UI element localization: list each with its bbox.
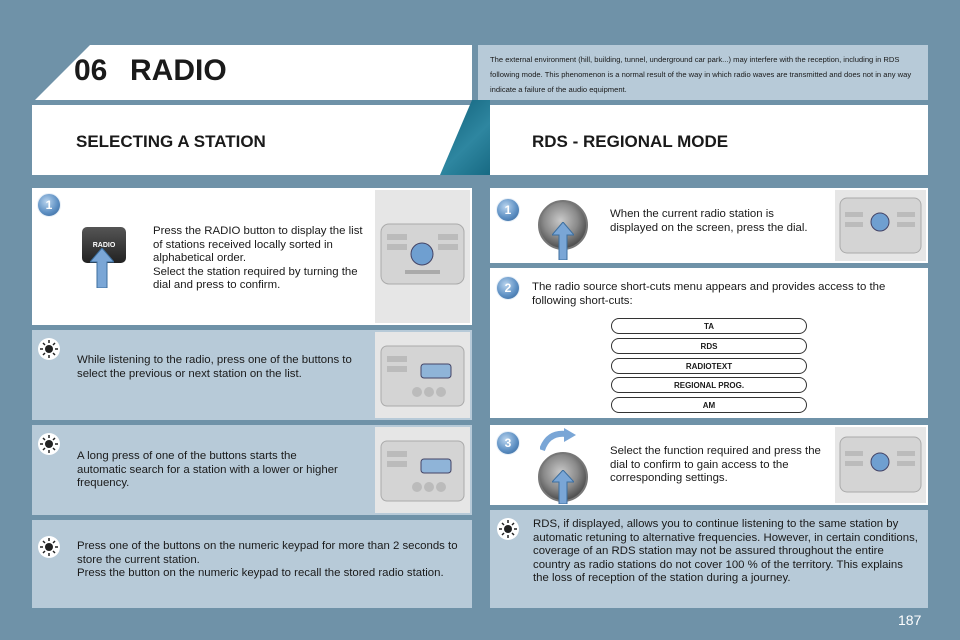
audio-panel-image-5 — [835, 427, 926, 503]
right-step3-text: Select the function required and press the dial to confirm to gain access to the corresponding settings. — [610, 445, 821, 484]
left-section-title: SELECTING A STATION — [76, 132, 266, 151]
shortcut-am[interactable]: AM — [611, 397, 807, 413]
step-badge-2: 2 — [496, 276, 520, 300]
right-step1-text: When the current radio station is displayed on the screen, press the dial. — [610, 208, 808, 234]
left-section-band — [32, 105, 472, 175]
shortcut-regional-prog[interactable]: REGIONAL PROG. — [611, 377, 807, 393]
press-arrow-icon — [552, 470, 574, 504]
audio-panel-image — [375, 190, 470, 323]
sun-tip-icon — [38, 338, 60, 360]
chapter-title: RADIO — [130, 54, 227, 87]
audio-panel-image-3 — [375, 427, 470, 513]
left-tip2-text: A long press of one of the buttons starts the automatic search for a station with a lower or higher frequency. — [77, 450, 338, 489]
press-arrow-icon — [552, 222, 574, 260]
turn-arrow-icon — [540, 428, 576, 452]
audio-panel-image-2 — [375, 332, 470, 418]
shortcut-radiotext[interactable]: RADIOTEXT — [611, 358, 807, 374]
step-badge-3: 3 — [496, 431, 520, 455]
step-badge-1: 1 — [37, 193, 61, 217]
press-arrow-icon — [90, 248, 114, 288]
right-section-title: RDS - REGIONAL MODE — [532, 132, 729, 151]
audio-panel-image-4 — [835, 190, 926, 261]
left-tip1-text: While listening to the radio, press one of the buttons to select the previous or next station on the list. — [77, 354, 352, 380]
right-section-band — [490, 105, 928, 175]
seek-buttons-icon — [375, 332, 470, 418]
sun-tip-icon — [497, 518, 519, 540]
chapter-number: 06 — [74, 54, 108, 87]
page-number: 187 — [898, 612, 922, 628]
sun-tip-icon — [38, 536, 60, 558]
right-step2-text: The radio source short-cuts menu appears and provides access to the following short-cuts: — [532, 281, 886, 307]
audio-panel-icon — [835, 190, 926, 261]
left-tip3-text: Press one of the buttons on the numeric keypad for more than 2 seconds to store the current station. Press the button on the numeric keypad to recall the stored radio station. — [77, 540, 458, 579]
radio-button-illustration: RADIO — [82, 227, 126, 263]
reception-notice: The external environment (hill, building, tunnel, underground car park...) may interfere with the reception, including in RDS following mode. This phenomenon is a normal result of the way in which radio waves are transmitted and does not in any way indicate a failure of the audio equipment. — [478, 45, 928, 100]
shortcut-rds[interactable]: RDS — [611, 338, 807, 354]
sun-tip-icon — [38, 433, 60, 455]
step-badge-1: 1 — [496, 198, 520, 222]
shortcut-ta[interactable]: TA — [611, 318, 807, 334]
audio-panel-icon — [375, 190, 470, 323]
audio-panel-icon — [835, 427, 926, 503]
seek-buttons-icon — [375, 427, 470, 513]
left-step1-text: Press the RADIO button to display the list of stations received locally sorted in alphabetical order. Select the station required by turning the dial and press to confirm. — [153, 225, 363, 291]
right-tip-text: RDS, if displayed, allows you to continue listening to the same station by automatic retuning to alternative frequencies. However, in certain conditions, coverage of an RDS station may not be assured throughout the entire country as radio stations do not cover 100 % of the territory. This explains the loss of reception of the station during a journey. — [533, 518, 918, 584]
